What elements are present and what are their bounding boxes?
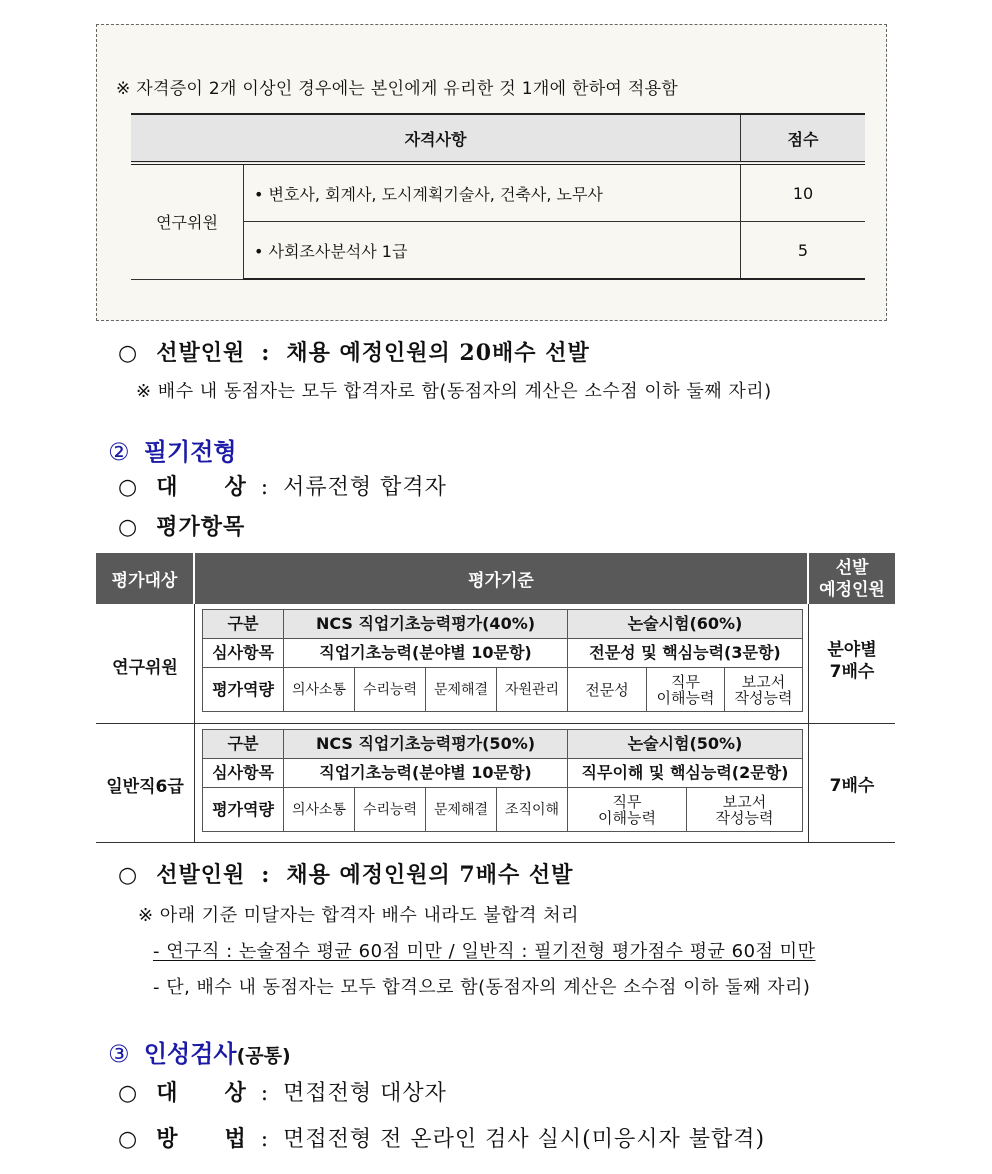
items-label: 평가항목 (156, 514, 246, 540)
ncs-competency: 수리능력 (355, 788, 426, 832)
selection-label: 선발인원 (156, 862, 246, 888)
target-value: 서류전형 합격자 (283, 475, 447, 500)
essay-weight: 논술시험(50%) (568, 730, 803, 759)
category-researcher: 연구위원 (131, 163, 244, 279)
cert-score: 10 (741, 163, 866, 222)
circle-bullet: ○ (118, 515, 139, 540)
section-title: 인성검사 (143, 1040, 237, 1068)
selection-note-2: - 연구직 : 논술점수 평균 60점 미만 / 일반직 : 필기전형 평가점수 평균 60점 미만 (153, 941, 816, 962)
doc-selection-note: ※ 배수 내 동점자는 모두 합격자로 함(동점자의 계산은 소수점 이하 둘째 자리) (136, 381, 772, 402)
selection-note-1: ※ 아래 기준 미달자는 합격자 배수 내라도 불합격 처리 (138, 905, 580, 926)
criteria-table-general (202, 729, 803, 832)
section-number: ③ (108, 1040, 130, 1068)
label-competency: 평가역량 (203, 788, 284, 832)
section-title: 필기전형 (143, 438, 237, 466)
evaluation-table (96, 553, 895, 843)
circle-bullet: ○ (118, 863, 139, 888)
cert-item: • 변호사, 회계사, 도시계획기술사, 건축사, 노무사 (244, 163, 741, 222)
cert-score: 5 (741, 222, 866, 280)
circle-bullet: ○ (118, 475, 139, 500)
essay-competency: 전문성 (568, 668, 647, 712)
selection-label: 선발인원 (156, 340, 246, 366)
method-label: 방 법 (156, 1126, 247, 1152)
cert-item: • 사회조사분석사 1급 (244, 222, 741, 280)
ncs-items: 직업기초능력(분야별 10문항) (284, 759, 568, 788)
ncs-weight: NCS 직업기초능력평가(40%) (284, 610, 568, 639)
label-competency: 평가역량 (203, 668, 284, 712)
ncs-items: 직업기초능력(분야별 10문항) (284, 639, 568, 668)
label-review-items: 심사항목 (203, 759, 284, 788)
written-target-line: ○ 대 상 : 서류전형 합격자 (118, 474, 447, 500)
circle-bullet: ○ (118, 341, 139, 366)
notice-text: ※ 자격증이 2개 이상인 경우에는 본인에게 유리한 것 1개에 한하여 적용함 (116, 79, 679, 99)
doc-selection-line (118, 336, 590, 367)
ncs-weight: NCS 직업기초능력평가(50%) (284, 730, 568, 759)
certificate-table (131, 113, 865, 280)
ncs-competency: 수리능력 (355, 668, 426, 712)
ncs-competency: 의사소통 (284, 788, 355, 832)
criteria-table-researcher (202, 609, 803, 712)
method-value: 면접전형 전 온라인 검사 실시(미응시자 불합격) (283, 1127, 766, 1152)
essay-items: 직무이해 및 핵심능력(2문항) (568, 759, 803, 788)
target-label: 대 상 (156, 1080, 247, 1106)
essay-weight: 논술시험(60%) (568, 610, 803, 639)
section-paren: (공통) (236, 1045, 291, 1067)
personality-target-line: ○ 대 상 : 면접전형 대상자 (118, 1080, 447, 1106)
header-qualification: 자격사항 (131, 114, 741, 163)
section-personality (108, 1034, 291, 1069)
essay-competency: 보고서 작성능력 (725, 668, 803, 712)
personality-method-line: ○ 방 법 : 면접전형 전 온라인 검사 실시(미응시자 불합격) (118, 1126, 766, 1152)
label-review-items: 심사항목 (203, 639, 284, 668)
section-number: ② (108, 438, 130, 466)
ncs-competency: 의사소통 (284, 668, 355, 712)
essay-competency: 직무 이해능력 (647, 668, 725, 712)
ncs-competency: 문제해결 (426, 668, 497, 712)
section-written (108, 432, 237, 467)
ncs-competency: 자원관리 (497, 668, 568, 712)
header-score: 점수 (741, 114, 866, 163)
written-items-line (118, 510, 245, 541)
label-division: 구분 (203, 610, 284, 639)
eval-target-researcher: 연구위원 (112, 658, 178, 678)
target-label: 대 상 (156, 474, 247, 500)
label-division: 구분 (203, 730, 284, 759)
circle-bullet: ○ (118, 1127, 139, 1152)
selection-text: 채용 예정인원의 7배수 선발 (286, 862, 574, 888)
selection-note-3: - 단, 배수 내 동점자는 모두 합격으로 함(동점자의 계산은 소수점 이하 둘째 자리) (153, 977, 811, 998)
eval-header-quota: 선발 예정인원 (809, 553, 895, 604)
eval-header-criteria: 평가기준 (195, 553, 807, 604)
written-selection-line (118, 858, 573, 889)
target-value: 면접전형 대상자 (283, 1081, 447, 1106)
colon: : (261, 340, 271, 366)
essay-competency: 보고서 작성능력 (687, 788, 803, 832)
eval-quota-researcher: 분야별 7배수 (827, 640, 877, 682)
ncs-competency: 조직이해 (497, 788, 568, 832)
colon: : (261, 862, 271, 888)
selection-text: 채용 예정인원의 20배수 선발 (286, 340, 590, 366)
circle-bullet: ○ (118, 1081, 139, 1106)
essay-competency: 직무 이해능력 (568, 788, 687, 832)
ncs-competency: 문제해결 (426, 788, 497, 832)
eval-target-general: 일반직6급 (106, 777, 184, 797)
eval-header-target: 평가대상 (96, 553, 193, 604)
essay-items: 전문성 및 핵심능력(3문항) (568, 639, 803, 668)
eval-quota-general: 7배수 (829, 776, 875, 796)
